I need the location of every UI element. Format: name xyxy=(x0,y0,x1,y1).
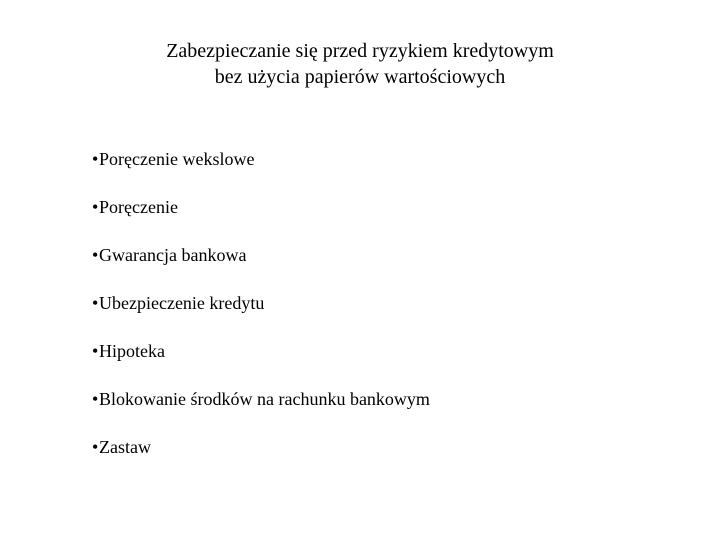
bullet-text: Gwarancja bankowa xyxy=(99,245,247,265)
bullet-text: Poręczenie wekslowe xyxy=(99,149,255,169)
bullet-text: Zastaw xyxy=(99,437,151,457)
bullet-item-poreczenie xyxy=(92,196,430,228)
title-line-1: Zabezpieczanie się przed ryzykiem kredytowym xyxy=(166,40,554,62)
bullet-item-ubezpieczenie-kredytu xyxy=(92,292,430,324)
bullet-text: Ubezpieczenie kredytu xyxy=(99,293,265,313)
bullet-icon: • xyxy=(92,341,99,361)
bullet-icon: • xyxy=(92,437,99,457)
slide-title xyxy=(0,38,720,90)
bullet-text: Blokowanie środków na rachunku bankowym xyxy=(99,389,430,409)
bullet-item-zastaw xyxy=(92,436,430,468)
bullet-icon: • xyxy=(92,149,99,169)
bullet-item-blokowanie-srodkow xyxy=(92,388,430,420)
bullet-item-gwarancja-bankowa xyxy=(92,244,430,276)
bullet-icon: • xyxy=(92,197,99,217)
bullet-text: Poręczenie xyxy=(99,197,178,217)
title-line-2: bez użycia papierów wartościowych xyxy=(214,66,506,88)
bullet-item-hipoteka xyxy=(92,340,430,372)
bullet-icon: • xyxy=(92,389,99,409)
bullet-list xyxy=(92,148,430,484)
bullet-item-poreczenie-wekslowe xyxy=(92,148,430,180)
bullet-icon: • xyxy=(92,293,99,313)
bullet-icon: • xyxy=(92,245,99,265)
bullet-text: Hipoteka xyxy=(99,341,165,361)
